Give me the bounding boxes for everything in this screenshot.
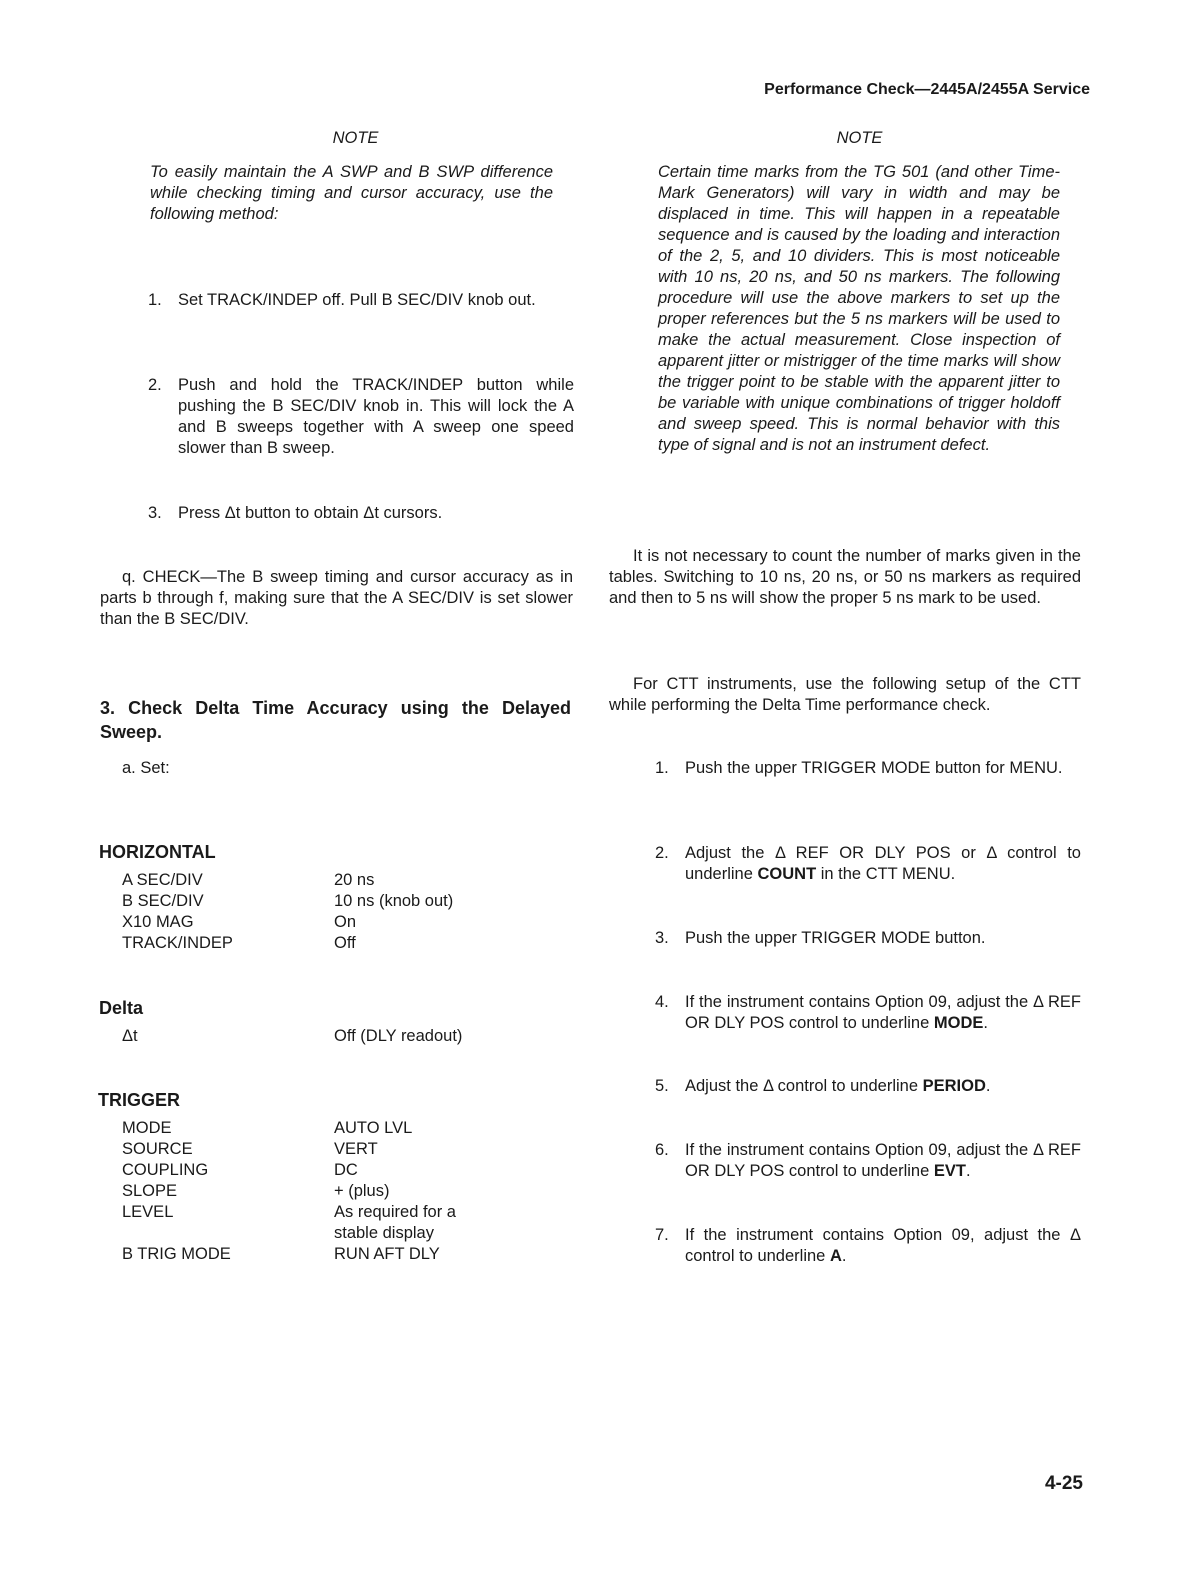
step-text: Push and hold the TRACK/INDEP button while pushing the B SEC/DIV knob in. This will lock the A and B sweeps together with A sweep one speed slower than B sweep. [178, 376, 574, 457]
left-note-title: NOTE [332, 129, 379, 147]
ctt-step [655, 758, 1081, 779]
ctt-step [655, 1225, 1081, 1267]
step-number: 4. [655, 993, 669, 1011]
right-paragraph-1: It is not necessary to count the number of marks given in the tables. Switching to 10 ns, 20 ns, or 50 ns markers as required and then to 5 ns will show the proper 5 ns mark to be used. [609, 547, 1081, 607]
right-paragraph-2: For CTT instruments, use the following setup of the CTT while performing the Delta Time performance check. [609, 675, 1081, 714]
section-heading: 3. Check Delta Time Accuracy using the Delayed Sweep. [100, 698, 571, 742]
setting-value: As required for a stable display [334, 1203, 456, 1242]
right-note-title: NOTE [836, 129, 883, 147]
setting-key: TRACK/INDEP [122, 934, 233, 952]
step-text: Set TRACK/INDEP off. Pull B SEC/DIV knob out. [178, 291, 536, 309]
setting-value: RUN AFT DLY [334, 1245, 440, 1263]
setting-key: LEVEL [122, 1203, 174, 1221]
step-text: If the instrument contains Option 09, adjust the Δ REF OR DLY POS control to underline MODE. [685, 993, 1081, 1032]
setting-row [122, 870, 542, 891]
ctt-step [655, 843, 1081, 885]
setting-value: On [334, 913, 357, 931]
setting-key: SLOPE [122, 1182, 178, 1200]
step-number: 6. [655, 1141, 669, 1159]
right-note-text: Certain time marks from the TG 501 (and other Time-Mark Generators) will vary in width and may be displaced in time. This will happen in a repeatable sequence and is caused by the loading and interaction of the 2, 5, and 10 dividers. This is most noticeable with 10 ns, 20 ns, and 50 ns markers. The following procedure will use the above markers to set up the proper references but the 5 ns markers will be used to make the actual measurement. Close inspection of apparent jitter or mistrigger of the time marks will show the trigger point to be stable with the apparent jitter to be variable with unique combinations of trigger holdoff and sweep speed. This is normal behavior with this type of signal and is not an instrument defect. [658, 163, 1060, 454]
step-text: Press Δt button to obtain Δt cursors. [178, 504, 443, 522]
group-title-delta: Delta [99, 998, 144, 1018]
setting-key: SOURCE [122, 1140, 193, 1158]
setting-row [122, 891, 542, 912]
setting-value: 20 ns [334, 871, 375, 889]
left-step [148, 503, 574, 524]
setting-value: Off [334, 934, 356, 952]
setting-row [122, 1244, 542, 1265]
setting-key: MODE [122, 1119, 172, 1137]
step-text: Push the upper TRIGGER MODE button. [685, 929, 986, 947]
ctt-step [655, 1076, 1081, 1097]
step-number: 2. [655, 844, 669, 862]
setting-value: 10 ns (knob out) [334, 892, 454, 910]
setting-row [122, 1139, 542, 1160]
setting-key: X10 MAG [122, 913, 194, 931]
setting-row [122, 1181, 542, 1202]
set-label: a. Set: [122, 759, 170, 777]
step-number: 2. [148, 376, 162, 394]
step-number: 3. [148, 504, 162, 522]
setting-row [122, 1202, 542, 1244]
settings-table-horizontal [122, 870, 542, 954]
step-number: 5. [655, 1077, 669, 1095]
step-number: 1. [148, 291, 162, 309]
group-title-trigger: TRIGGER [98, 1090, 181, 1110]
setting-key: A SEC/DIV [122, 871, 203, 889]
page-number: 4-25 [1044, 1473, 1083, 1494]
setting-value: AUTO LVL [334, 1119, 413, 1137]
ctt-step [655, 928, 1081, 949]
step-text: Push the upper TRIGGER MODE button for MENU. [685, 759, 1063, 777]
setting-value: DC [334, 1161, 358, 1179]
setting-key: Δt [122, 1027, 138, 1045]
setting-value: VERT [334, 1140, 378, 1158]
setting-row [122, 933, 542, 954]
step-text: If the instrument contains Option 09, adjust the Δ REF OR DLY POS control to underline EVT. [685, 1141, 1081, 1180]
setting-value: Off (DLY readout) [334, 1027, 463, 1045]
setting-row [122, 1118, 542, 1139]
setting-row [122, 1160, 542, 1181]
running-header: Performance Check—2445A/2455A Service [764, 81, 1090, 98]
step-number: 1. [655, 759, 669, 777]
step-text: Adjust the Δ control to underline PERIOD. [685, 1077, 991, 1095]
check-paragraph: q. CHECK—The B sweep timing and cursor accuracy as in parts b through f, making sure that the A SEC/DIV is set slower than the B SEC/DIV. [100, 568, 573, 628]
left-step [148, 375, 574, 459]
setting-key: B TRIG MODE [122, 1245, 231, 1263]
setting-key: COUPLING [122, 1161, 209, 1179]
setting-key: B SEC/DIV [122, 892, 204, 910]
step-text: Adjust the Δ REF OR DLY POS or Δ control to underline COUNT in the CTT MENU. [685, 844, 1081, 883]
settings-table-trigger [122, 1118, 542, 1265]
left-step [148, 290, 574, 311]
setting-value: + (plus) [334, 1182, 390, 1200]
step-text: If the instrument contains Option 09, adjust the Δ control to underline A. [685, 1226, 1081, 1265]
group-title-horizontal: HORIZONTAL [99, 842, 216, 862]
ctt-step [655, 1140, 1081, 1182]
ctt-step [655, 992, 1081, 1034]
setting-row [122, 1026, 542, 1047]
setting-row [122, 912, 542, 933]
step-number: 3. [655, 929, 669, 947]
settings-table-delta [122, 1026, 542, 1047]
step-number: 7. [655, 1226, 669, 1244]
left-note-text: To easily maintain the A SWP and B SWP difference while checking timing and cursor accuracy, use the following method: [150, 163, 553, 223]
